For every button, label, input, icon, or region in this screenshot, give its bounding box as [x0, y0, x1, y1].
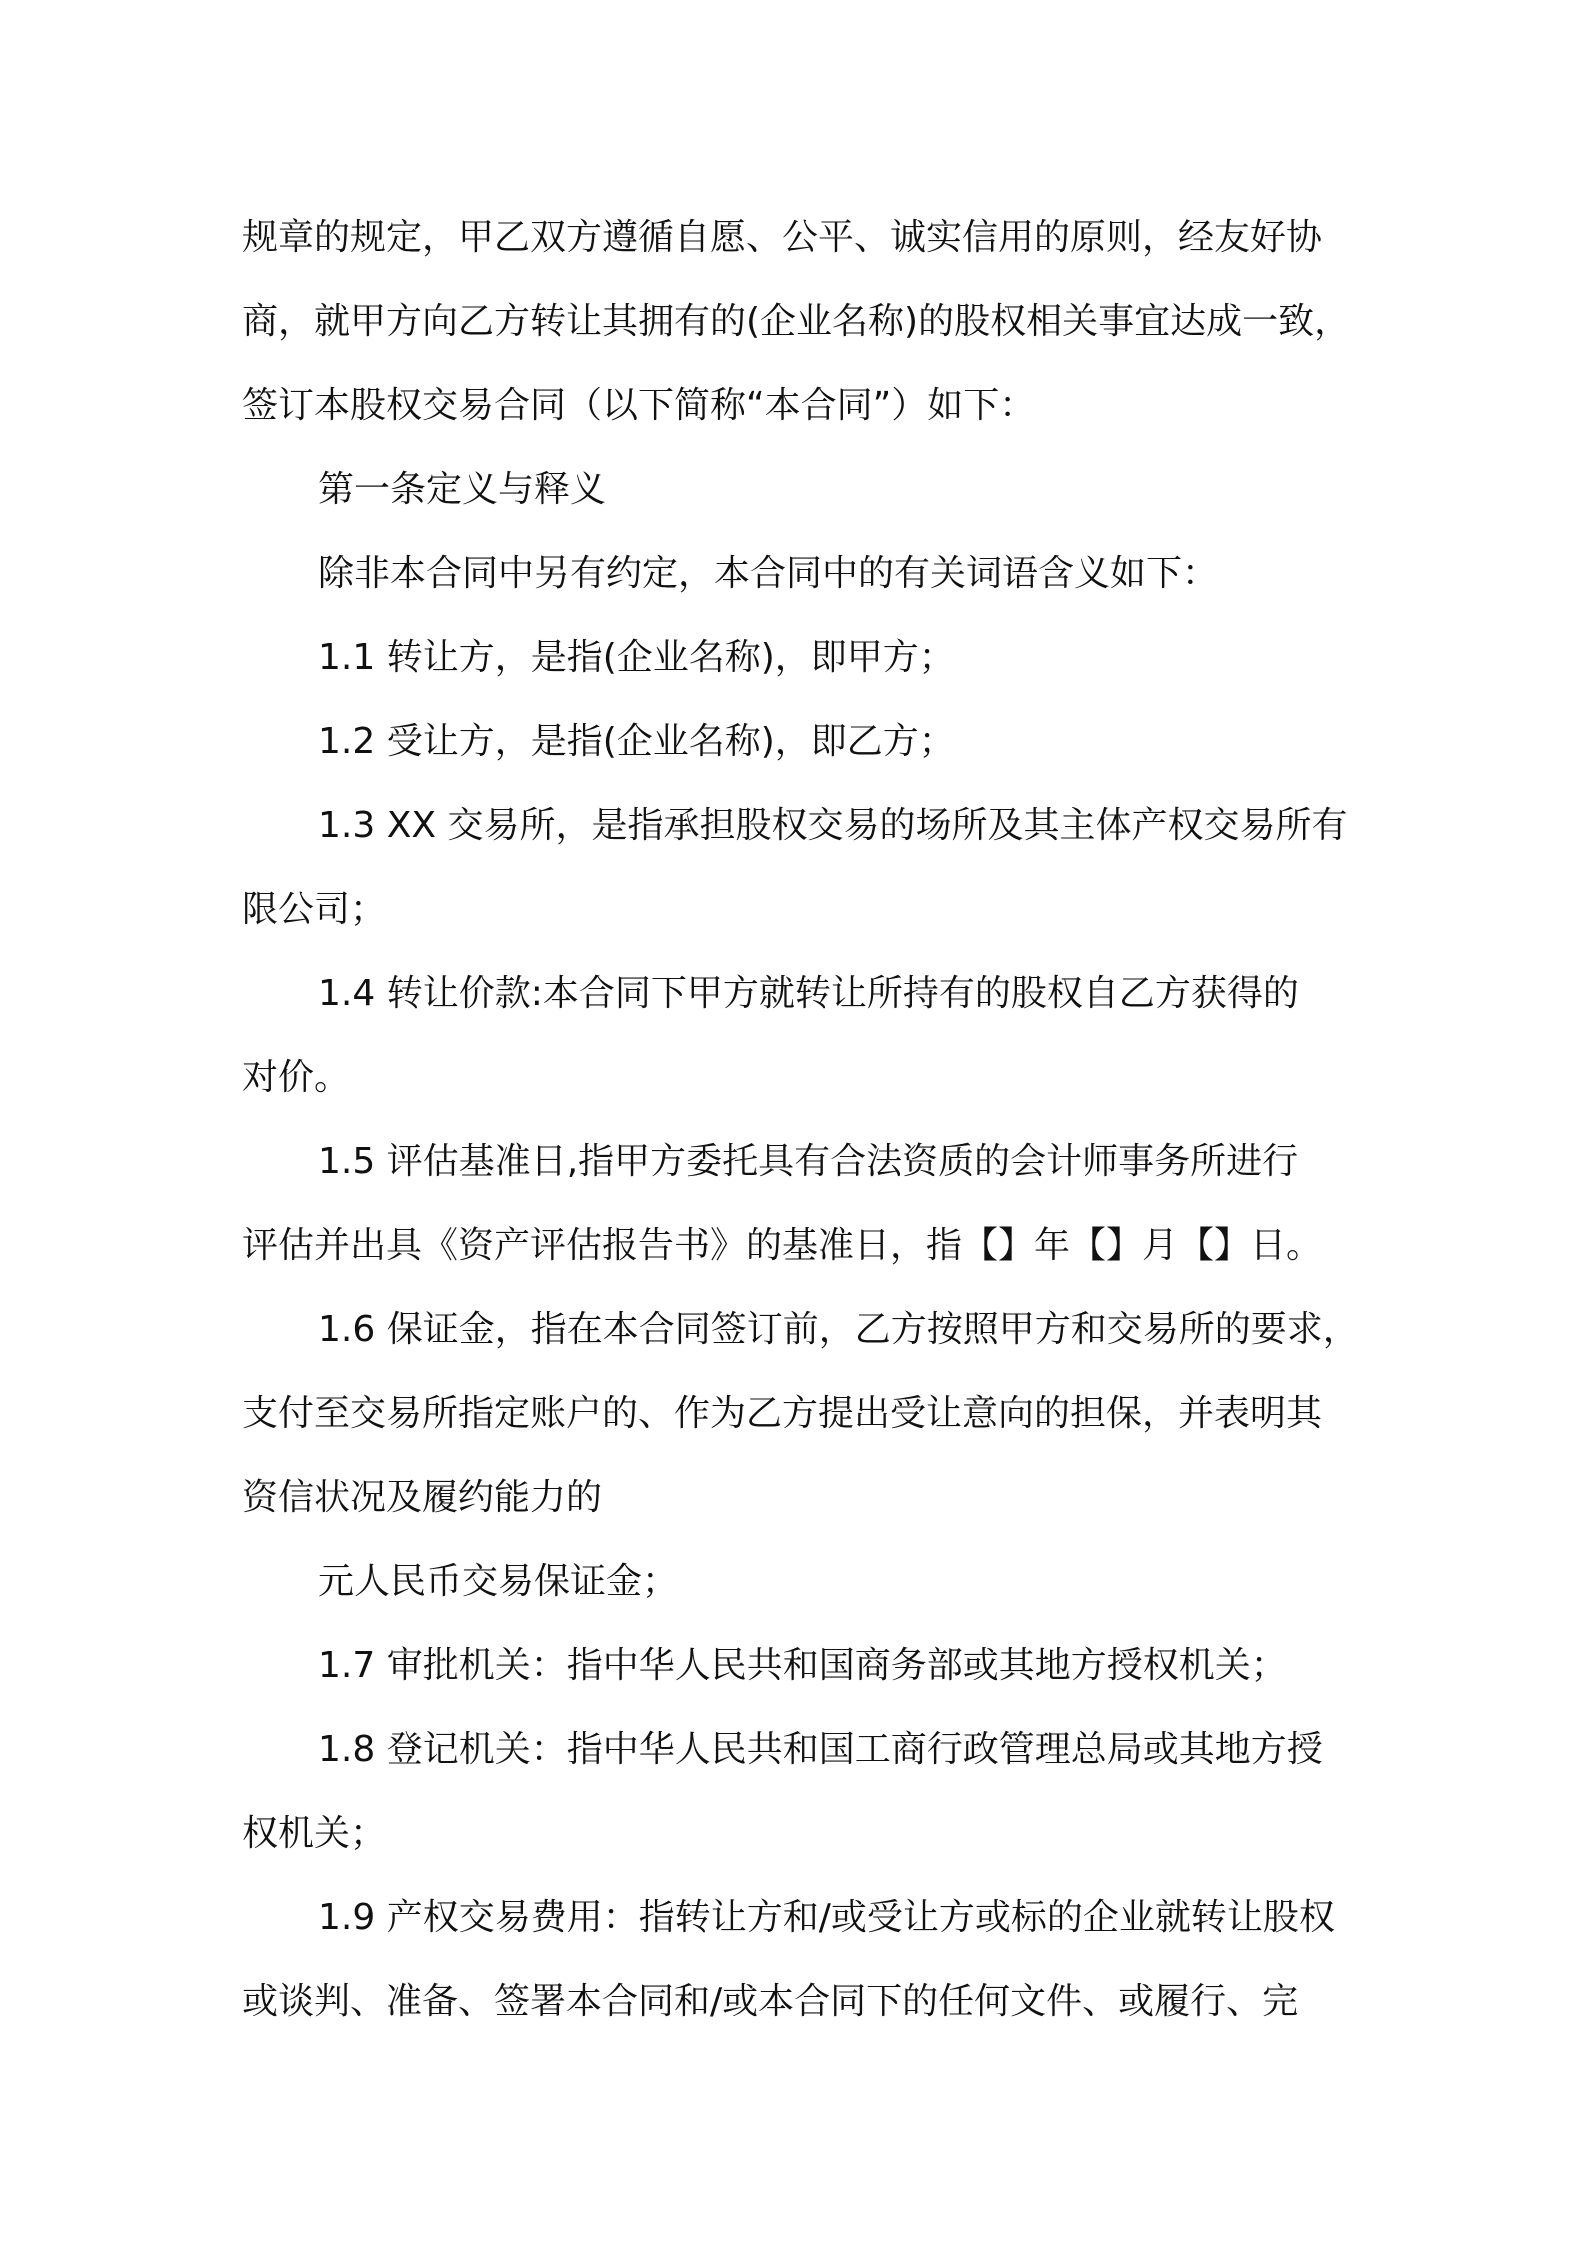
text-line: 资信状况及履约能力的 [242, 1477, 603, 1518]
text-line: 除非本合同中另有约定，本合同中的有关词语含义如下： [318, 553, 1219, 594]
definition-item: 1.3 XX 交易所，是指承担股权交易的场所及其主体产权交易所有 [318, 805, 1348, 846]
definition-item: 1.1 转让方，是指(企业名称)，即甲方； [318, 637, 955, 678]
definition-item: 1.8 登记机关：指中华人民共和国工商行政管理总局或其地方授 [318, 1729, 1323, 1770]
text-line: 元人民币交易保证金； [318, 1561, 679, 1602]
text-line: 或谈判、准备、签署本合同和/或本合同下的任何文件、或履行、完 [242, 1981, 1299, 2022]
text-line: 评估并出具《资产评估报告书》的基准日，指【】年【】月【】日。 [242, 1225, 1323, 1266]
definition-item: 1.6 保证金，指在本合同签订前，乙方按照甲方和交易所的要求， [318, 1309, 1359, 1350]
section-heading: 第一条定义与释义 [318, 469, 607, 510]
text-line: 对价。 [242, 1057, 351, 1098]
definition-item: 1.2 受让方，是指(企业名称)，即乙方； [318, 721, 955, 762]
definition-item: 1.5 评估基准日,指甲方委托具有合法资质的会计师事务所进行 [318, 1141, 1299, 1182]
definition-item: 1.9 产权交易费用：指转让方和/或受让方或标的企业就转让股权 [318, 1897, 1335, 1938]
document-body [242, 196, 1362, 2044]
text-line: 签订本股权交易合同（以下简称“本合同”）如下： [242, 385, 1036, 426]
text-line: 支付至交易所指定账户的、作为乙方提出受让意向的担保，并表明其 [242, 1393, 1323, 1434]
text-line: 规章的规定，甲乙双方遵循自愿、公平、诚实信用的原则，经友好协 [242, 217, 1323, 258]
text-line: 限公司； [242, 889, 387, 930]
definition-item: 1.4 转让价款:本合同下甲方就转让所持有的股权自乙方获得的 [318, 973, 1299, 1014]
text-line: 权机关； [242, 1813, 387, 1854]
text-line: 商，就甲方向乙方转让其拥有的(企业名称)的股权相关事宜达成一致， [242, 301, 1351, 342]
definition-item: 1.7 审批机关：指中华人民共和国商务部或其地方授权机关； [318, 1645, 1287, 1686]
